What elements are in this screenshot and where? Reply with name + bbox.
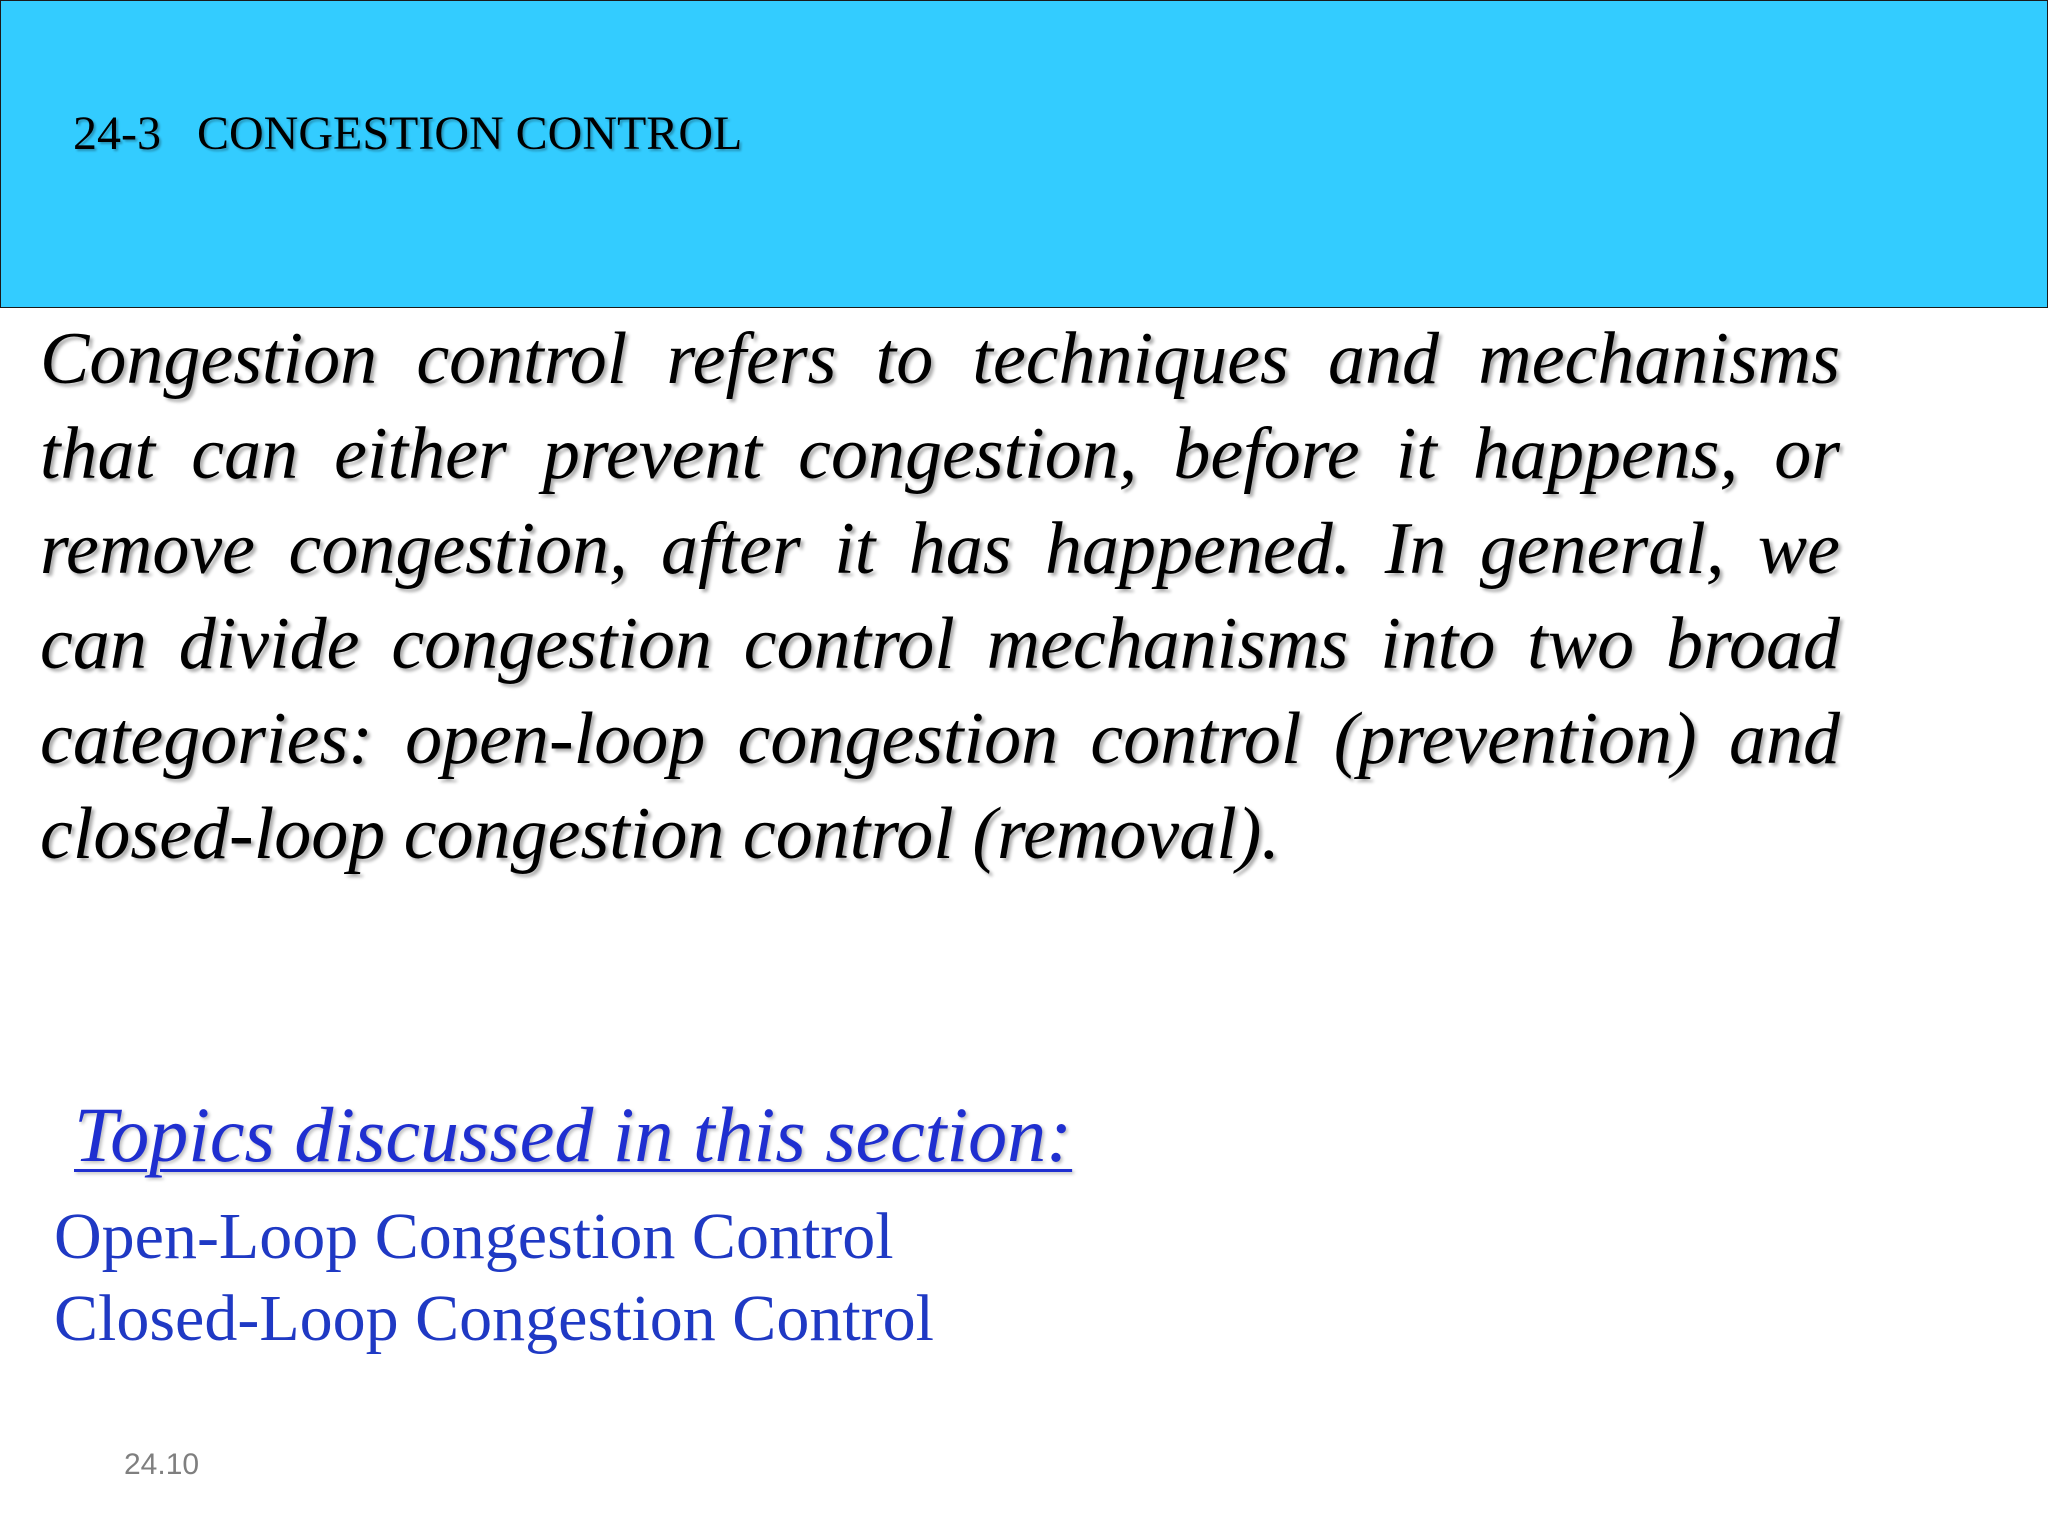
intro-paragraph: Congestion control refers to techniques and mechanisms that can either prevent congestion, before it happens, or remove congestion, after it has happened. In general, we can divide congestion control mechanisms into two broad categories: open-loop congestion control (prevention) and closed-loop congestion control (removal). xyxy=(40,318,1840,875)
topics-heading: Topics discussed in this section: xyxy=(74,1091,1073,1178)
topic-item-open-loop: Open-Loop Congestion Control xyxy=(54,1200,894,1273)
section-title: 24-3 CONGESTION CONTROL xyxy=(73,107,743,160)
slide-number: 24.10 xyxy=(124,1448,200,1481)
topic-item-closed-loop: Closed-Loop Congestion Control xyxy=(54,1282,934,1355)
title-band xyxy=(0,0,2048,308)
topics-list xyxy=(54,1196,934,1360)
